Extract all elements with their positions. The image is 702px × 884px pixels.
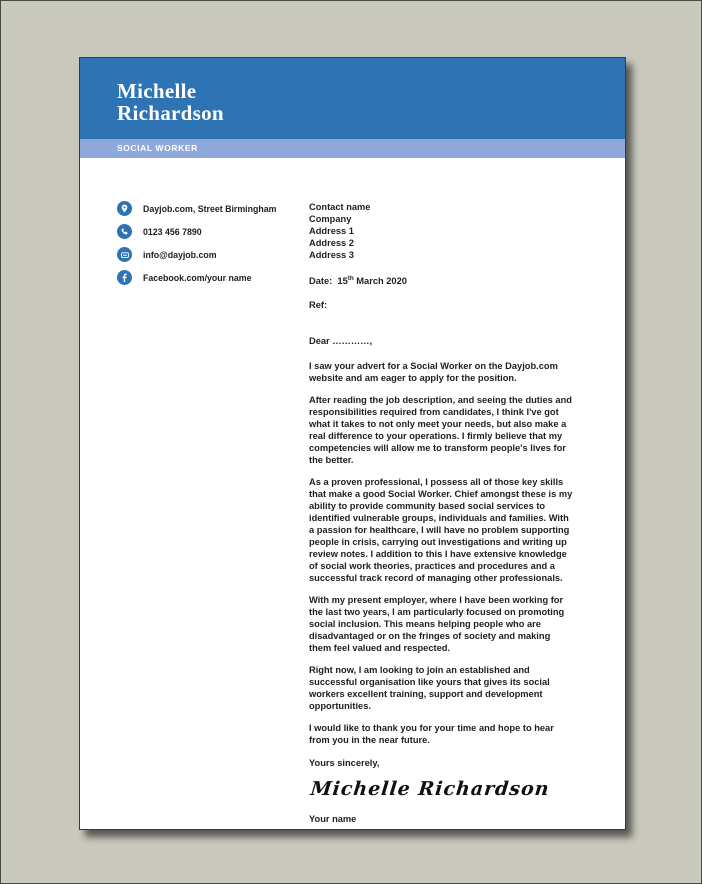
date-label: Date: xyxy=(309,276,333,286)
contact-row-phone xyxy=(117,224,299,239)
phone-icon xyxy=(117,224,132,239)
page-title xyxy=(117,80,224,124)
recipient-company: Company xyxy=(309,214,352,224)
contact-row-address xyxy=(117,201,299,216)
header-banner xyxy=(80,58,625,139)
letter-page xyxy=(79,57,626,830)
location-pin-icon xyxy=(117,201,132,216)
contact-column xyxy=(117,201,299,293)
contact-email-text: info@dayjob.com xyxy=(143,249,217,260)
date-ordinal: th xyxy=(347,274,354,282)
paragraph-1: I saw your advert for a Social Worker on the Dayjob.com website and am eager to apply for the position. xyxy=(309,361,558,383)
ref-line: Ref: xyxy=(309,300,328,310)
paragraph-3: As a proven professional, I possess all of those key skills that make a good Social Worker. Chief amongst these is my ability to provide community based social services to identified vulnerable groups, individuals and families. With a passion for healthcare, I will have no problem supporting people in crisis, carrying out investigations and writing up review notes. I addition to this I have extensive knowledge of social work theories, practices and procedures and a successful track record of managing other professionals. xyxy=(309,477,573,583)
contact-row-facebook xyxy=(117,270,299,285)
paragraph-5: Right now, I am looking to join an established and successful organisation like yours that gives its social workers excellent training, support and development opportunities. xyxy=(309,665,550,711)
job-title-band: SOCIAL WORKER xyxy=(80,139,625,158)
letter-body-column xyxy=(309,201,573,825)
email-icon xyxy=(117,247,132,262)
closing-line: Yours sincerely, xyxy=(309,758,380,768)
signature: Michelle Richardson xyxy=(309,778,551,800)
contact-facebook-text: Facebook.com/your name xyxy=(143,272,252,283)
paragraph-6: I would like to thank you for your time and hope to hear from you in the near future. xyxy=(309,723,554,745)
name-line-2: Richardson xyxy=(117,101,224,125)
recipient-contact-name: Contact name xyxy=(309,202,371,212)
date-rest: March 2020 xyxy=(353,276,407,286)
salutation: Dear …………, xyxy=(309,336,373,346)
date-day: 15 xyxy=(337,276,348,286)
facebook-icon xyxy=(117,270,132,285)
signoff-your-name: Your name xyxy=(309,814,357,824)
name-line-1: Michelle xyxy=(117,79,197,103)
contact-phone-text: 0123 456 7890 xyxy=(143,226,202,237)
letter-paragraphs xyxy=(309,360,573,746)
paragraph-4: With my present employer, where I have been working for the last two years, I am particularly focused on promoting social inclusion. This means helping people who are disadvantaged or on the fringes of society and making them feel valued and respected. xyxy=(309,595,565,653)
contact-address-text: Dayjob.com, Street Birmingham xyxy=(143,203,277,214)
paragraph-2: After reading the job description, and seeing the duties and responsibilities required from candidates, I think I've got what it takes to not only meet your needs, but also make a real difference to your operations. I firmly believe that my competencies will allow me to transform people's lives for the better. xyxy=(309,395,572,465)
contact-row-email xyxy=(117,247,299,262)
recipient-address-3: Address 3 xyxy=(309,250,354,260)
recipient-address-1: Address 1 xyxy=(309,226,354,236)
date-line xyxy=(309,275,573,287)
recipient-block xyxy=(309,201,573,261)
recipient-address-2: Address 2 xyxy=(309,238,354,248)
